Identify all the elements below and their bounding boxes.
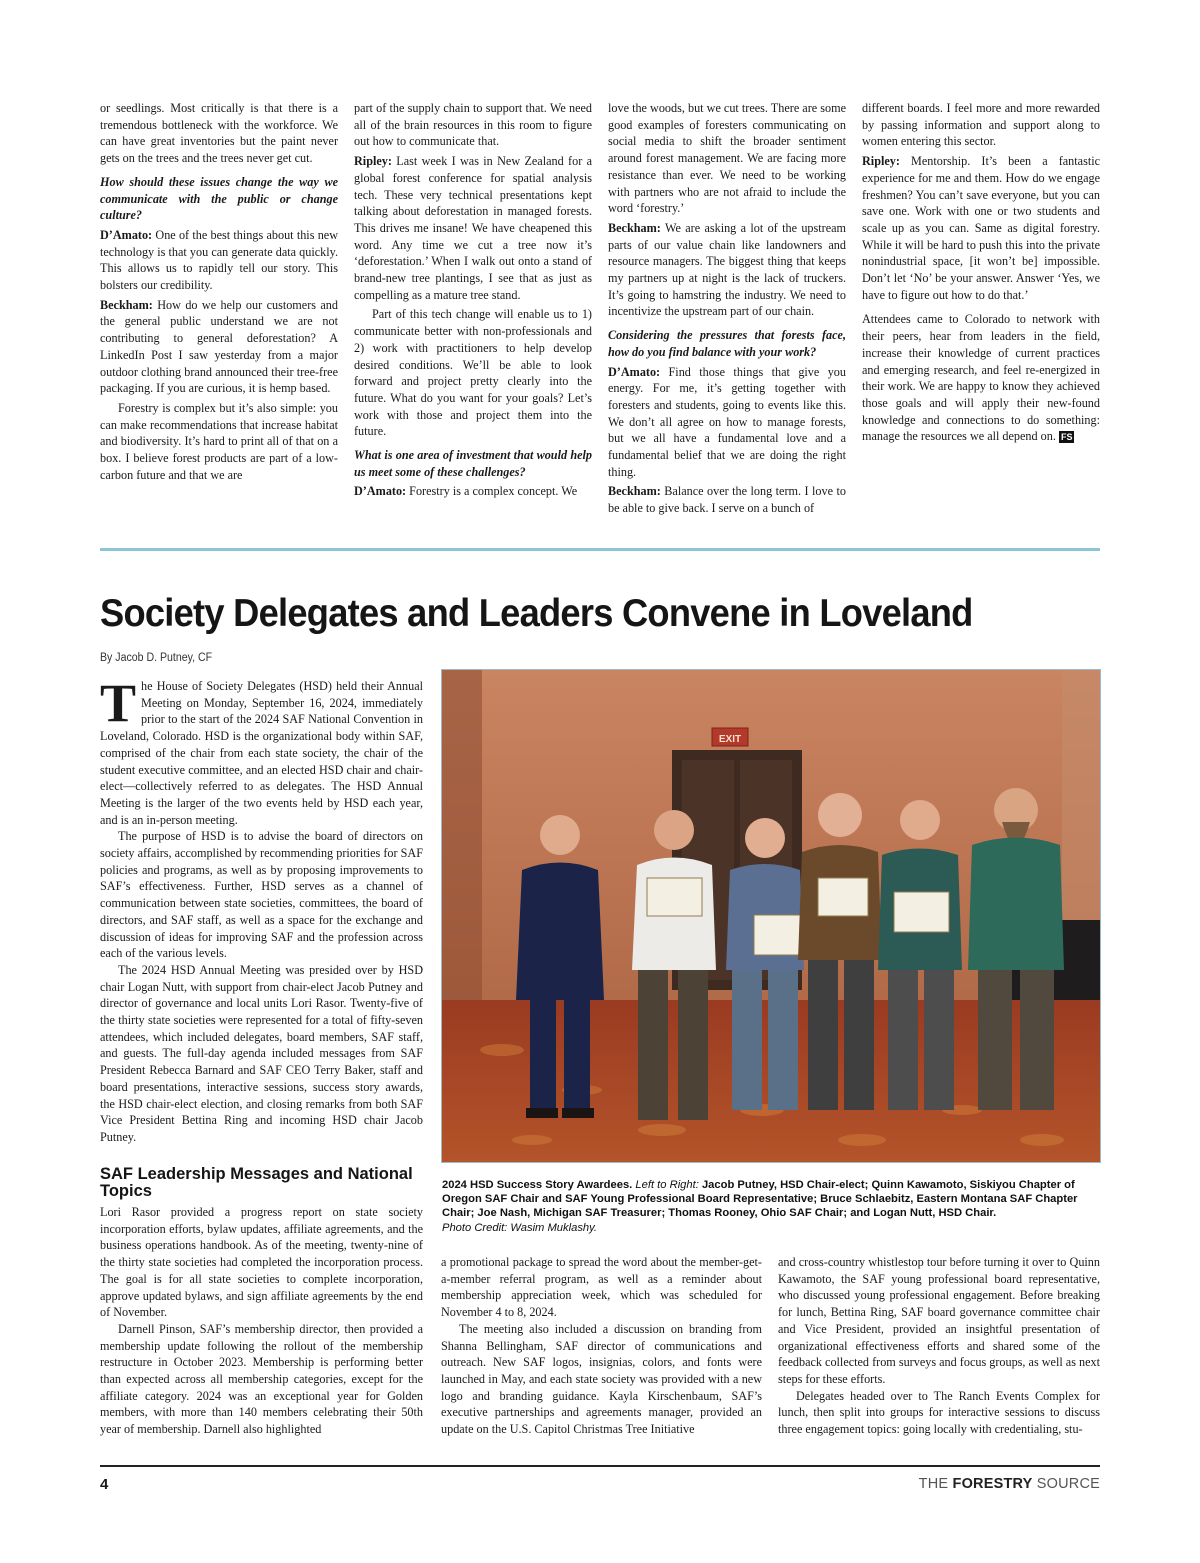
paragraph: and cross-country whistlestop tour before turning it over to Quinn Kawamoto, the SAF young professional board representative, who discussed young professional engagement. Before breaking for lunch, Bettina Ring, SAF board governance committee chair and Vice President, provided an insightful presentation of organizational effectiveness efforts and shared some of the feedback collected from surveys and focus groups, as well as next steps for these efforts. [778, 1255, 1100, 1386]
answer-text: We are asking a lot of the upstream parts of our value chain like landowners and resource managers. The biggest thing that keeps my partners up at night is the lack of truckers. It’s going to hamstring the industry. We need to incentivize the upstream part of our chain. [608, 220, 846, 319]
caption-title: 2024 HSD Success Story Awardees. [442, 1179, 633, 1191]
paragraph: Darnell Pinson, SAF’s membership director, then provided a membership update following the rollout of the membership restructure in October 2023. Membership is performing better than expected across all membership categories, except for the affiliate category. 2024 was an exceptional year for Golden members, with more than 140 members celebrating their 50th year of membership. Darnell also highlighted [100, 1321, 423, 1437]
article-column-3 [778, 1254, 1100, 1438]
paragraph: part of the supply chain to support that. We need all of the brain resources in this room to figure out how to communicate that. [354, 101, 592, 149]
speaker-name: D’Amato: [608, 364, 661, 379]
magazine-name [919, 1476, 1100, 1492]
mag-forestry: FORESTRY [952, 1476, 1033, 1492]
paragraph: The purpose of HSD is to advise the board of directors on society affairs, accomplished by recommending priorities for SAF policies and programs, as well as by proposing improvements to SAF’s effectiveness. Further, HSD serves as a channel of communication between state societies, committees, the board of directors, and SAF staff, as well as a space for the exchange and discussion of ideas for improving SAF and the profession across each of the various levels. [100, 829, 423, 961]
paragraph: or seedlings. Most critically is that there is a tremendous bottleneck with the workforce. We can have great inventories but the paint never gets on the trees and the trees never get cut. [100, 101, 338, 166]
interview-column-1 [100, 100, 338, 486]
paragraph: Forestry is complex but it’s also simple: you can make recommendations that increase habitat and biodiversity. It’s hard to print all of that on a box. I believe forest products are part of a low-carbon future and that we are [100, 400, 338, 482]
paragraph: a promotional package to spread the word about the member-get-a-member referral program, as well as a reminder about membership appreciation week, which was scheduled for November 4 to 8, 2024. [441, 1255, 762, 1320]
exit-sign: EXIT [718, 734, 742, 745]
mag-the: THE [918, 1476, 953, 1492]
answer-text: Mentorship. It’s been a fantastic experience for me and them. How do we engage freshmen? You can’t save everyone, but you can save one. Work with one or two students and scale up as you can. Same as digital forestry. While it will be hard to push this into the private nonindustrial space, [it won’t be] impossible. Don’t let ‘No’ be your answer. Answer ‘Yes, we have to figure out how to do that.’ [862, 154, 1100, 302]
paragraph: The 2024 HSD Annual Meeting was presided over by HSD chair Logan Nutt, with support from chair-elect Jacob Putney and director of governance and local units Lori Rasor. Twenty-five of the thirty state societies were represented for a total of fifty-seven attendees, which included delegates, board members, SAF staff, and guests. The full-day agenda included messages from SAF President Rebecca Barnard and SAF CEO Terry Baker, staff and board presentations, interactive sessions, success story awards, the HSD chair-elect election, and closing remarks from both SAF Vice President Bettina Ring and incoming HSD chair Jacob Putney. [100, 962, 423, 1144]
speaker-name: D’Amato: [100, 227, 153, 242]
mag-source: SOURCE [1032, 1476, 1100, 1492]
awardees-photo [441, 669, 1101, 1163]
paragraph: The meeting also included a discussion on branding from Shanna Bellingham, SAF director of communications and outreach. New SAF logos, insignias, colors, and fonts were launched in May, and each state society was provided with a new logo and branding guidance. Kayla Kirschenbaum, SAF’s executive partnerships and agreements manager, provided an update on the U.S. Capitol Christmas Tree Initiative [441, 1321, 762, 1437]
paragraph: different boards. I feel more and more rewarded by passing information and support along to women entering this sector. [862, 101, 1100, 149]
caption-label: Left to Right: [635, 1179, 699, 1191]
paragraph [608, 220, 846, 320]
paragraph [100, 297, 338, 397]
speaker-name: Ripley: [354, 154, 392, 169]
paragraph: love the woods, but we cut trees. There are some good examples of foresters communicating on social media to shift the broader sentiment around forest management. We are facing more resistance than ever. We need to be working with partners who are not afraid to include the word ‘forestry.’ [608, 101, 846, 216]
paragraph: Lori Rasor provided a progress report on state society incorporation efforts, bylaw updates, affiliate agreements, and the business operations handbook. As of the meeting, twenty-nine of the thirty state societies had completed the incorporation process. The goal is for all state societies to complete incorporation, approve updated bylaws, and sign affiliate agreements by the end of November. [100, 1205, 423, 1320]
speaker-name: Beckham: [608, 484, 661, 499]
paragraph [608, 483, 846, 516]
article-byline: By Jacob D. Putney, CF [100, 652, 213, 664]
drop-cap: T [100, 673, 137, 733]
article-headline: Society Delegates and Leaders Convene in Loveland [100, 592, 973, 635]
paragraph: Delegates headed over to The Ranch Events Complex for lunch, then split into groups for interactive sessions to discuss three engagement topics: going locally with credentialing, stu- [778, 1388, 1100, 1437]
speaker-name: Ripley: [862, 154, 900, 169]
paragraph [354, 153, 592, 303]
interview-question: How should these issues change the way we communicate with the public or change culture? [100, 174, 338, 223]
intro-text: he House of Society Delegates (HSD) held their Annual Meeting on Monday, September 16, 2024, immediately prior to the start of the 2024 SAF National Convention in Loveland, Colorado. HSD is the organizational body within SAF, comprised of the chair from each state society, the chair of the student executive committee, and an elected HSD chair and chair-elect—collectively referred to as delegates. The HSD Annual Meeting is the larger of the two events held by HSD each year, and is an in-person meeting. [100, 679, 423, 827]
interview-column-2 [354, 100, 592, 503]
section-divider [100, 548, 1100, 551]
interview-question: Considering the pressures that forests face, how do you find balance with your work? [608, 328, 846, 359]
footer-rule [100, 1465, 1100, 1467]
interview-column-4 [862, 100, 1100, 448]
answer-text: One of the best things about this new technology is that you can generate data quickly. This allows us to rapidly tell our story. This bolsters our credibility. [100, 227, 338, 293]
photo-credit: Photo Credit: Wasim Muklashy. [442, 1221, 598, 1234]
paragraph [100, 227, 338, 294]
closing-text: Attendees came to Colorado to network with their peers, hear from leaders in the field, increase their knowledge of current practices and emerging research, and feel re-energized in their work. We are happy to know they achieved those goals and will apply their new-found knowledge and connections to do something: manage the resources we all depend on. [862, 312, 1100, 444]
interview-continuation [100, 100, 1100, 520]
answer-text: Balance over the long term. I love to be able to give back. I serve on a bunch of [608, 484, 846, 516]
paragraph [862, 153, 1100, 303]
article-column-2 [441, 1254, 762, 1438]
end-mark-icon: FS [1060, 432, 1073, 443]
answer-text: How do we help our customers and the general public understand we are not contributing to general deforestation? A LinkedIn Post I saw yesterday from a major outdoor clothing brand announced their tree-free packaging. If you are curious, it is hemp based. [100, 297, 338, 396]
interview-question: What is one area of investment that would help us meet some of these challenges? [354, 448, 592, 479]
caption-people: Jacob Putney, HSD Chair-elect; Quinn Kawamoto, Siskiyou Chapter of Oregon SAF Chair and SAF Young Professional Board Representative; Bruce Schlaebitz, Eastern Montana SAF Chapter Chair; Joe Nash, Michigan SAF Treasurer; Thomas Rooney, Ohio SAF Chair; and Logan Nutt, HSD Chair. [442, 1179, 1078, 1220]
paragraph: Part of this tech change will enable us to 1) communicate better with non-professionals and 2) work with practitioners to help develop desired conditions. We’ll be able to look forward and project pretty clearly into the future. What do you want for your goals? Let’s work with those and project them into the future. [354, 307, 592, 439]
answer-text: Forestry is a complex concept. We [406, 484, 578, 499]
paragraph [354, 483, 592, 500]
section-subhead: SAF Leadership Messages and National Topics [100, 1165, 413, 1200]
answer-text: Last week I was in New Zealand for a global forest conference for spatial analysis tech. These very technical presentations kept talking about deforestation in managed forests. This drives me insane! We have cheapened this word. Any time we cut a tree now it’s ‘deforestation.’ When I walk out onto a stand of brand-new tree plantings, I see that as just as compelling as a mature tree stand. [354, 154, 592, 302]
paragraph [862, 311, 1100, 445]
speaker-name: Beckham: [608, 220, 661, 235]
paragraph [100, 673, 423, 828]
answer-text: Find those things that give you energy. For me, it’s getting together with foresters and students, going to events like this. We don’t all agree on how to manage forests, but we all have a fundamental love and a fundamental belief that we are doing the right thing. [608, 364, 846, 479]
interview-column-3 [608, 100, 846, 520]
page-number: 4 [100, 1476, 109, 1493]
paragraph [608, 364, 846, 481]
speaker-name: D’Amato: [354, 484, 407, 499]
photo-caption [442, 1178, 1098, 1235]
speaker-name: Beckham: [100, 297, 153, 312]
article-intro-column [100, 673, 423, 1146]
article-column-1 [100, 1204, 423, 1438]
